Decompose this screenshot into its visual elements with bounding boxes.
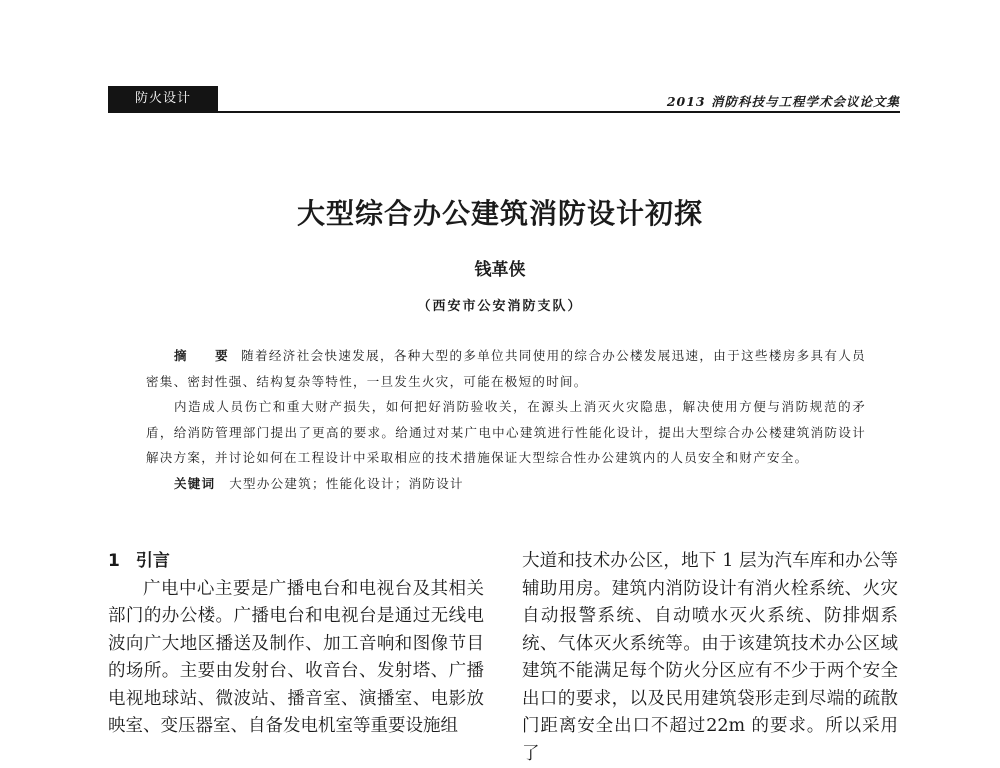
affiliation: （西安市公安消防支队） <box>417 299 583 314</box>
abstract-text-1: 随着经济社会快速发展，各种大型的多单位共同使用的综合办公楼发展迅速，由于这些楼房多具有人员密集、密封性强、结构复杂等特性，一旦发生火灾，可能在极短的时间。 <box>146 348 866 389</box>
left-column-text: 广电中心主要是广播电台和电视台及其相关部门的办公楼。广播电台和电视台是通过无线电波向广大地区播送及制作、加工音响和图像节目的场所。主要由发射台、收音台、发射塔、广播电视地球站、微波站、播音室、演播室、电影放映室、变压器室、自备发电机室等重要设施组 <box>108 578 484 736</box>
paper-title: 大型综合办公建筑消防设计初探 <box>296 197 703 230</box>
abstract-paragraph-2: 内造成人员伤亡和重大财产损失，如何把好消防验收关，在源头上消灭火灾隐患，解决使用方便与消防规范的矛盾，给消防管理部门提出了更高的要求。给通过对某广电中心建筑进行性能化设计，提出大型综合办公楼建筑消防设计解决方案，并讨论如何在工程设计中采取相应的技术措施保证大型综合性办公建筑内的人员安全和财产安全。 <box>146 399 866 465</box>
proceedings-title: 2013 消防科技与工程学术会议论文集 <box>666 94 900 109</box>
author: 钱革侠 <box>474 260 526 280</box>
abstract-paragraph-1 <box>146 343 866 394</box>
abstract <box>146 343 866 496</box>
keywords-line <box>146 471 866 497</box>
header-rule <box>108 111 900 113</box>
section-number: 1 <box>108 551 120 571</box>
abstract-label: 摘 要 <box>174 348 236 363</box>
left-column <box>108 548 484 741</box>
keywords-label: 关键词 <box>174 475 216 491</box>
right-column <box>522 548 898 768</box>
section-heading <box>108 548 484 576</box>
section-title: 引言 <box>135 551 170 571</box>
right-column-text: 大道和技术办公区，地下 1 层为汽车库和办公等辅助用房。建筑内消防设计有消火栓系统、火灾自动报警系统、自动喷水灭火系统、防排烟系统、气体灭火系统等。由于该建筑技术办公区域建筑不能满足每个防火分区应有不少于两个安全出口的要求，以及民用建筑袋形走到尽端的疏散门距离安全出口不超过22m 的要求。所以采用了 <box>522 551 898 764</box>
keywords-text: 大型办公建筑；性能化设计；消防设计 <box>229 475 464 491</box>
section-tag: 防火设计 <box>108 86 218 112</box>
